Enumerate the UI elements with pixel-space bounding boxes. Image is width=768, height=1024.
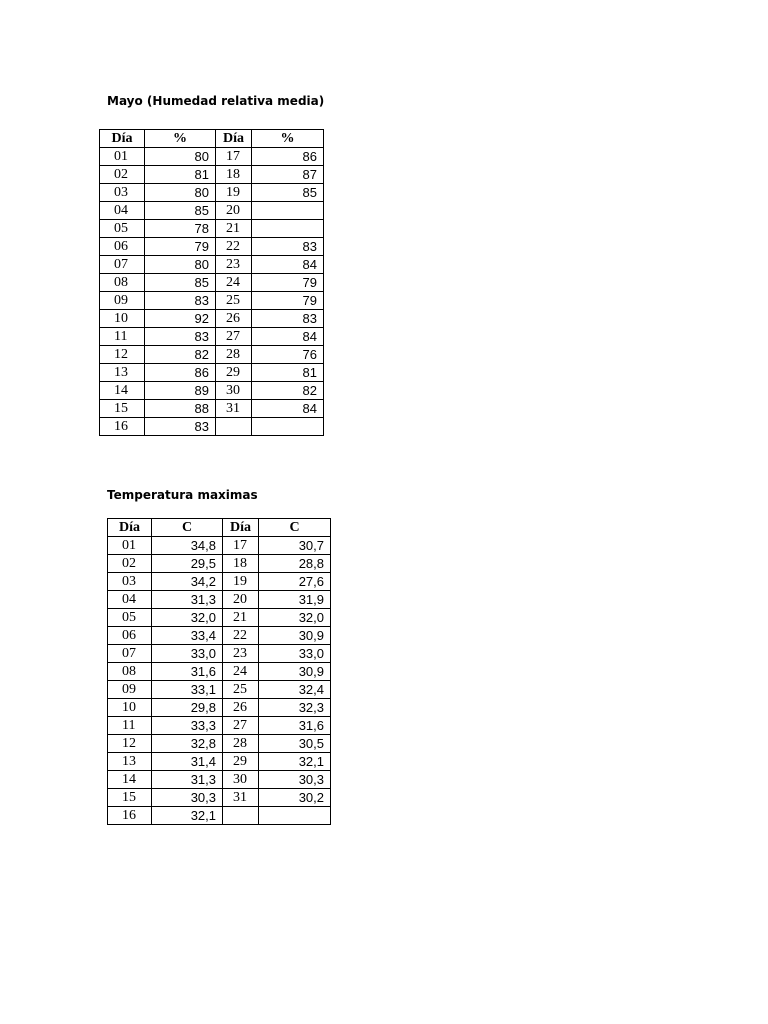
- day-cell: 15: [100, 400, 145, 418]
- day-cell: 14: [108, 771, 152, 789]
- value-cell: 30,3: [259, 771, 331, 789]
- table-row: [108, 645, 331, 663]
- value-cell: 32,1: [152, 807, 223, 825]
- day-cell: 16: [100, 418, 145, 436]
- value-cell: 32,8: [152, 735, 223, 753]
- day-cell: 26: [216, 310, 252, 328]
- day-cell: 20: [223, 591, 259, 609]
- humidity-table: [99, 129, 324, 436]
- value-cell: 81: [252, 364, 324, 382]
- table-row: [108, 699, 331, 717]
- value-cell: 86: [252, 148, 324, 166]
- value-cell: 30,2: [259, 789, 331, 807]
- day-cell: 11: [108, 717, 152, 735]
- value-cell: 32,0: [152, 609, 223, 627]
- day-cell: 18: [216, 166, 252, 184]
- day-cell: 14: [100, 382, 145, 400]
- temperature-header-cell: Día: [108, 519, 152, 537]
- value-cell: 32,0: [259, 609, 331, 627]
- table-row: [108, 771, 331, 789]
- day-cell: 01: [100, 148, 145, 166]
- day-cell: 19: [223, 573, 259, 591]
- table-row: [108, 537, 331, 555]
- temperature-body: [108, 537, 331, 825]
- day-cell: 23: [223, 645, 259, 663]
- day-cell: 08: [100, 274, 145, 292]
- value-cell: 83: [252, 238, 324, 256]
- value-cell: 83: [145, 418, 216, 436]
- humidity-header-cell: Día: [100, 130, 145, 148]
- day-cell: 31: [216, 400, 252, 418]
- value-cell: 33,0: [152, 645, 223, 663]
- table-row: [108, 573, 331, 591]
- day-cell: 09: [108, 681, 152, 699]
- day-cell: 28: [223, 735, 259, 753]
- day-cell: 13: [100, 364, 145, 382]
- day-cell: 30: [216, 382, 252, 400]
- day-cell: 29: [223, 753, 259, 771]
- value-cell: 85: [145, 274, 216, 292]
- table-row: [100, 292, 324, 310]
- temperature-header-cell: C: [259, 519, 331, 537]
- day-cell: 20: [216, 202, 252, 220]
- table-row: [100, 418, 324, 436]
- day-cell: 11: [100, 328, 145, 346]
- table-row: [108, 555, 331, 573]
- value-cell: 82: [252, 382, 324, 400]
- value-cell: 92: [145, 310, 216, 328]
- value-cell: 33,1: [152, 681, 223, 699]
- day-cell: [223, 807, 259, 825]
- value-cell: 79: [252, 274, 324, 292]
- day-cell: [216, 418, 252, 436]
- value-cell: 83: [145, 328, 216, 346]
- day-cell: 29: [216, 364, 252, 382]
- value-cell: 30,7: [259, 537, 331, 555]
- table-row: [100, 400, 324, 418]
- table-row: [100, 310, 324, 328]
- day-cell: 19: [216, 184, 252, 202]
- humidity-header-cell: %: [145, 130, 216, 148]
- day-cell: 24: [223, 663, 259, 681]
- value-cell: 32,4: [259, 681, 331, 699]
- temperature-header-cell: Día: [223, 519, 259, 537]
- table-row: [100, 166, 324, 184]
- value-cell: 30,9: [259, 663, 331, 681]
- day-cell: 17: [223, 537, 259, 555]
- table-row: [108, 681, 331, 699]
- value-cell: 31,6: [152, 663, 223, 681]
- value-cell: 31,3: [152, 771, 223, 789]
- day-cell: 02: [100, 166, 145, 184]
- day-cell: 22: [223, 627, 259, 645]
- table-row: [100, 184, 324, 202]
- table-row: [100, 382, 324, 400]
- day-cell: 03: [100, 184, 145, 202]
- value-cell: 80: [145, 184, 216, 202]
- table-row: [108, 663, 331, 681]
- table-row: [108, 591, 331, 609]
- day-cell: 18: [223, 555, 259, 573]
- table-row: [108, 627, 331, 645]
- temperature-header-row: [108, 519, 331, 537]
- value-cell: [252, 220, 324, 238]
- day-cell: 12: [100, 346, 145, 364]
- value-cell: 84: [252, 400, 324, 418]
- value-cell: 29,8: [152, 699, 223, 717]
- day-cell: 26: [223, 699, 259, 717]
- value-cell: 78: [145, 220, 216, 238]
- day-cell: 17: [216, 148, 252, 166]
- value-cell: 87: [252, 166, 324, 184]
- value-cell: 30,9: [259, 627, 331, 645]
- day-cell: 24: [216, 274, 252, 292]
- day-cell: 30: [223, 771, 259, 789]
- day-cell: 05: [100, 220, 145, 238]
- day-cell: 27: [223, 717, 259, 735]
- table-row: [100, 148, 324, 166]
- day-cell: 06: [108, 627, 152, 645]
- day-cell: 05: [108, 609, 152, 627]
- table-row: [108, 753, 331, 771]
- day-cell: 25: [216, 292, 252, 310]
- day-cell: 08: [108, 663, 152, 681]
- value-cell: 80: [145, 256, 216, 274]
- value-cell: 34,2: [152, 573, 223, 591]
- value-cell: 85: [252, 184, 324, 202]
- value-cell: 31,9: [259, 591, 331, 609]
- value-cell: 31,3: [152, 591, 223, 609]
- day-cell: 21: [223, 609, 259, 627]
- value-cell: 32,3: [259, 699, 331, 717]
- humidity-body: [100, 148, 324, 436]
- day-cell: 06: [100, 238, 145, 256]
- value-cell: 79: [252, 292, 324, 310]
- table-row: [100, 256, 324, 274]
- table-row: [100, 202, 324, 220]
- value-cell: [252, 418, 324, 436]
- table-row: [108, 735, 331, 753]
- table-row: [100, 364, 324, 382]
- value-cell: 28,8: [259, 555, 331, 573]
- value-cell: [259, 807, 331, 825]
- table-row: [100, 274, 324, 292]
- value-cell: 84: [252, 256, 324, 274]
- value-cell: 33,3: [152, 717, 223, 735]
- table-row: [108, 609, 331, 627]
- day-cell: 27: [216, 328, 252, 346]
- temperature-header-cell: C: [152, 519, 223, 537]
- day-cell: 16: [108, 807, 152, 825]
- humidity-header-row: [100, 130, 324, 148]
- value-cell: 33,4: [152, 627, 223, 645]
- day-cell: 02: [108, 555, 152, 573]
- day-cell: 15: [108, 789, 152, 807]
- day-cell: 03: [108, 573, 152, 591]
- value-cell: 76: [252, 346, 324, 364]
- value-cell: 27,6: [259, 573, 331, 591]
- day-cell: 09: [100, 292, 145, 310]
- day-cell: 21: [216, 220, 252, 238]
- day-cell: 10: [108, 699, 152, 717]
- value-cell: 84: [252, 328, 324, 346]
- value-cell: 83: [252, 310, 324, 328]
- value-cell: [252, 202, 324, 220]
- temperature-title: Temperatura maximas: [107, 488, 258, 502]
- day-cell: 22: [216, 238, 252, 256]
- day-cell: 01: [108, 537, 152, 555]
- value-cell: 33,0: [259, 645, 331, 663]
- table-row: [100, 328, 324, 346]
- day-cell: 28: [216, 346, 252, 364]
- table-row: [108, 717, 331, 735]
- value-cell: 30,5: [259, 735, 331, 753]
- day-cell: 04: [100, 202, 145, 220]
- humidity-header-cell: %: [252, 130, 324, 148]
- table-row: [100, 346, 324, 364]
- value-cell: 88: [145, 400, 216, 418]
- humidity-title: Mayo (Humedad relativa media): [107, 94, 325, 108]
- value-cell: 34,8: [152, 537, 223, 555]
- value-cell: 32,1: [259, 753, 331, 771]
- day-cell: 12: [108, 735, 152, 753]
- day-cell: 07: [100, 256, 145, 274]
- value-cell: 89: [145, 382, 216, 400]
- day-cell: 23: [216, 256, 252, 274]
- day-cell: 10: [100, 310, 145, 328]
- value-cell: 82: [145, 346, 216, 364]
- table-row: [100, 238, 324, 256]
- table-row: [108, 789, 331, 807]
- value-cell: 31,6: [259, 717, 331, 735]
- table-row: [108, 807, 331, 825]
- value-cell: 81: [145, 166, 216, 184]
- day-cell: 25: [223, 681, 259, 699]
- day-cell: 13: [108, 753, 152, 771]
- value-cell: 86: [145, 364, 216, 382]
- temperature-table: [107, 518, 331, 825]
- table-row: [100, 220, 324, 238]
- value-cell: 79: [145, 238, 216, 256]
- day-cell: 31: [223, 789, 259, 807]
- day-cell: 07: [108, 645, 152, 663]
- humidity-header-cell: Día: [216, 130, 252, 148]
- value-cell: 80: [145, 148, 216, 166]
- value-cell: 29,5: [152, 555, 223, 573]
- value-cell: 31,4: [152, 753, 223, 771]
- value-cell: 83: [145, 292, 216, 310]
- value-cell: 30,3: [152, 789, 223, 807]
- day-cell: 04: [108, 591, 152, 609]
- value-cell: 85: [145, 202, 216, 220]
